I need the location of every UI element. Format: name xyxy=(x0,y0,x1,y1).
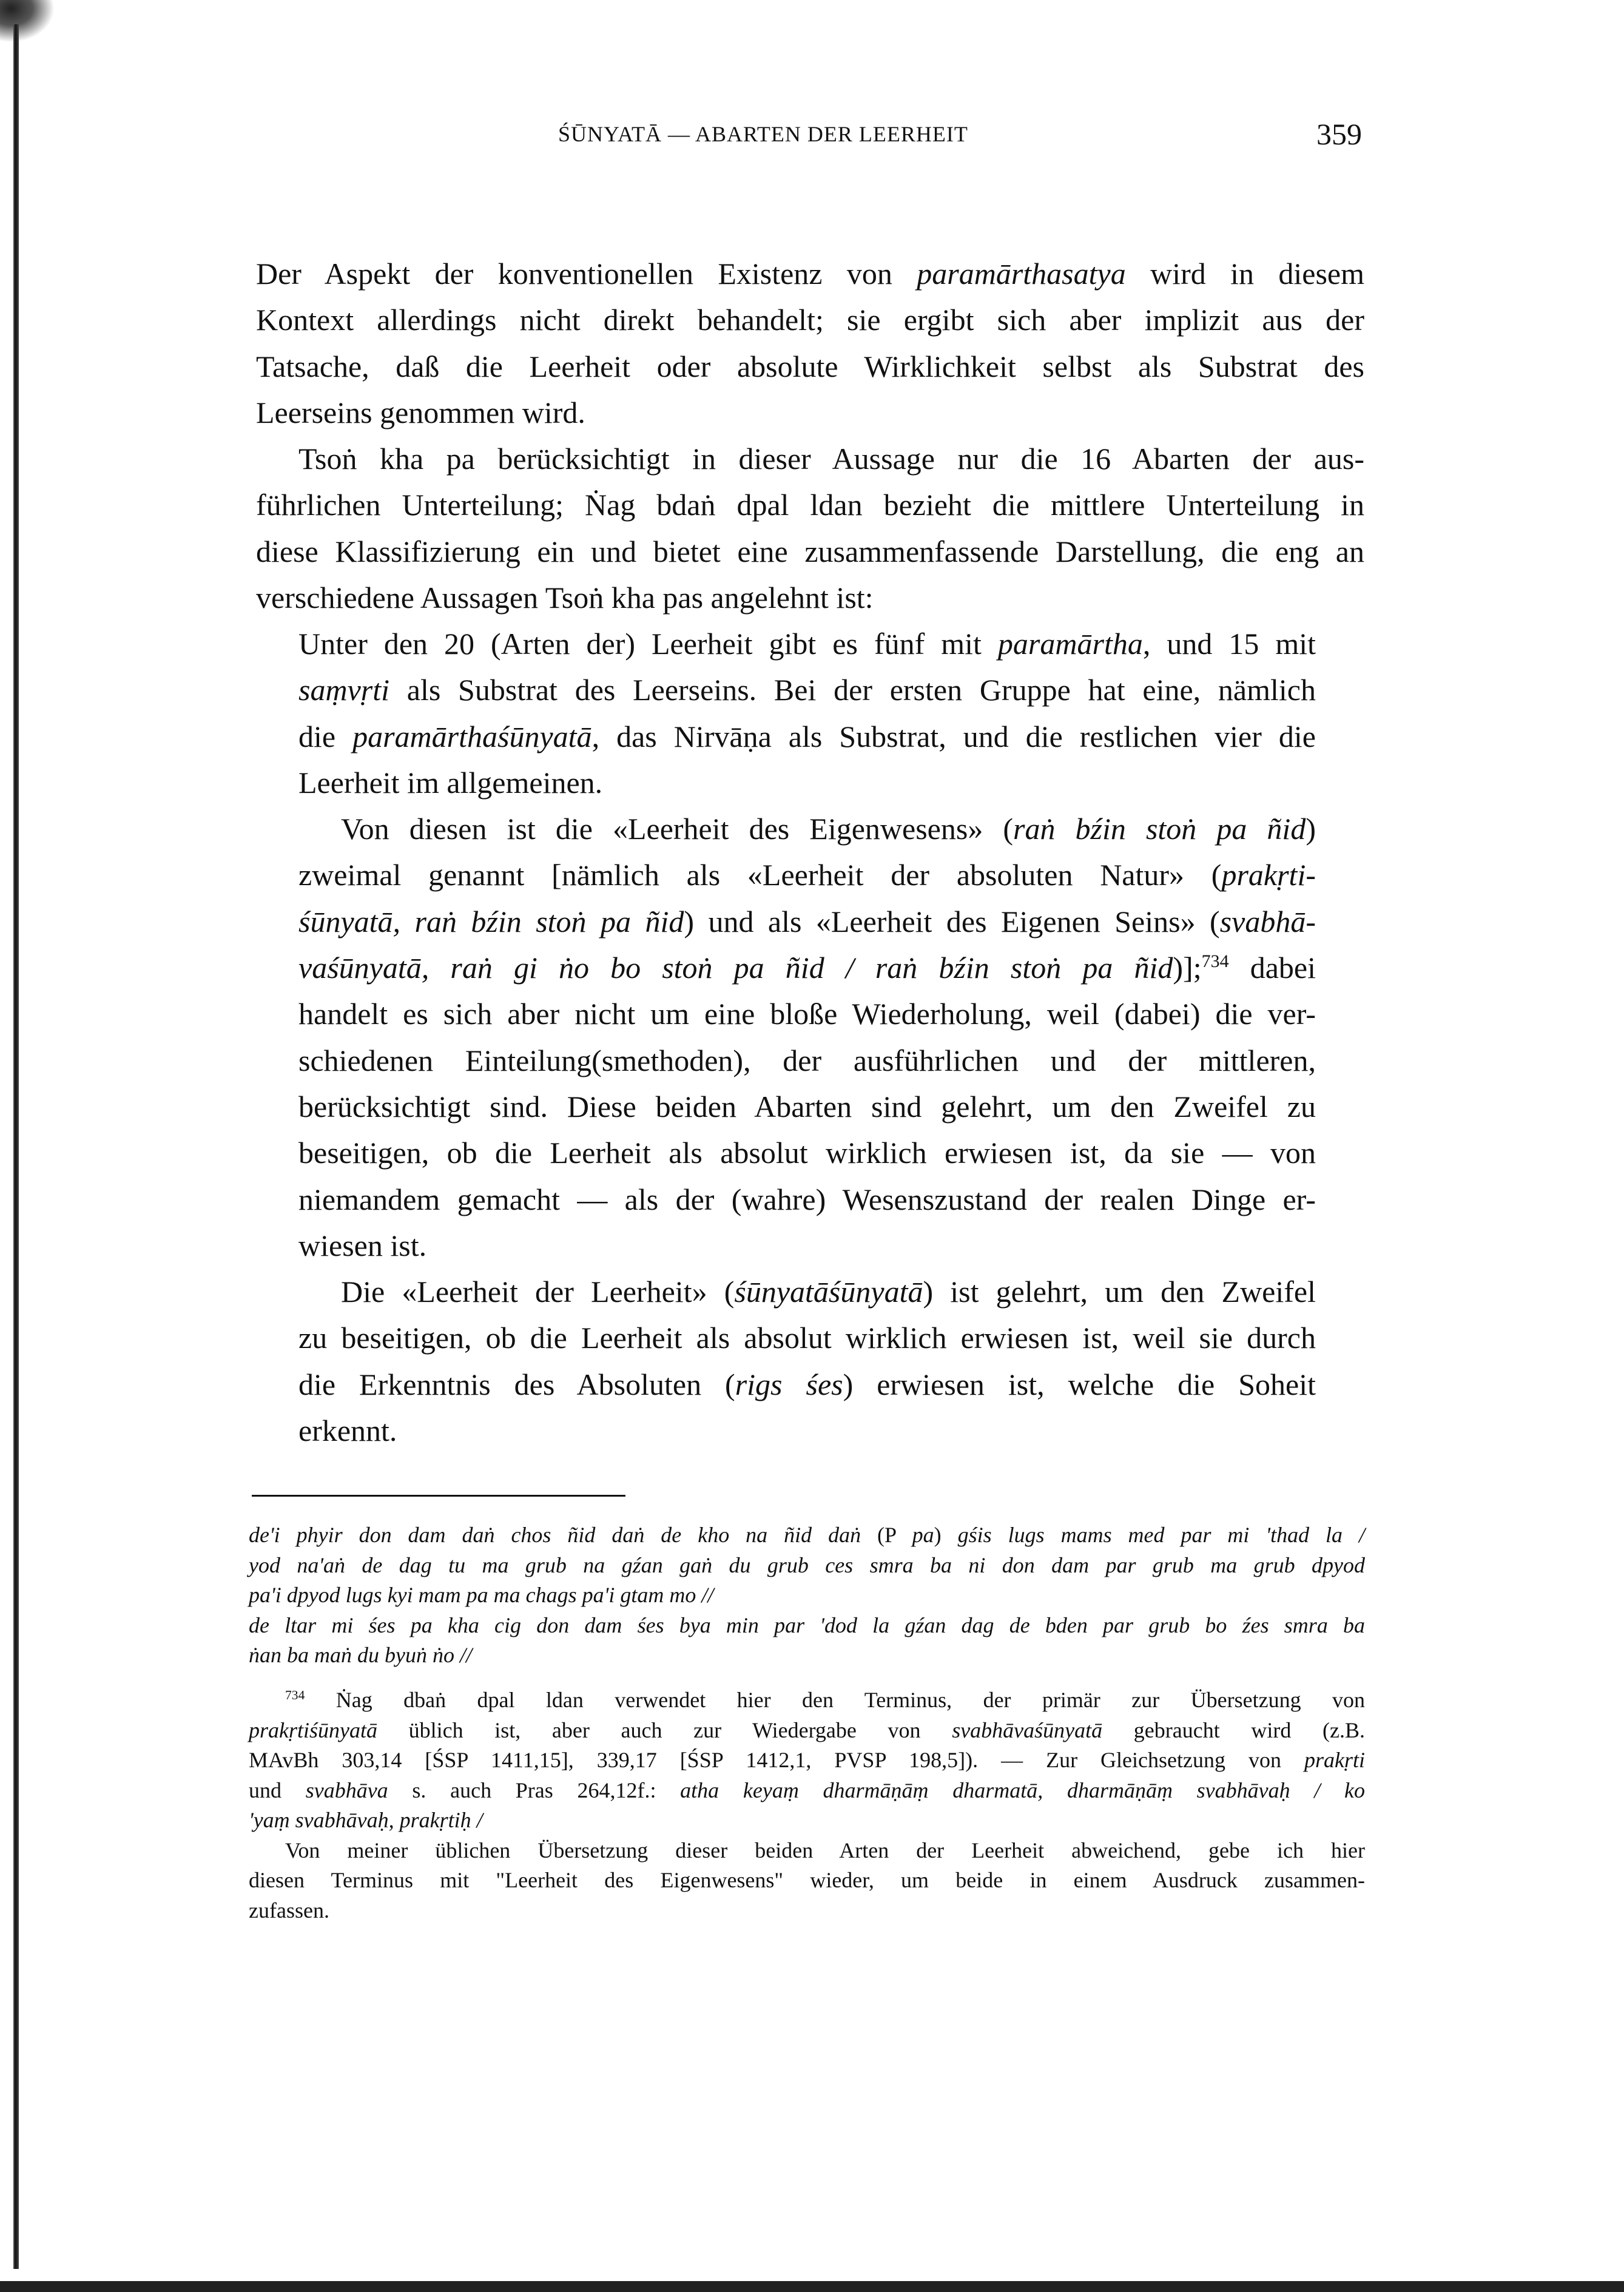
text-line xyxy=(256,297,1364,343)
text-run: berücksichtigt sind. Diese beiden Abarten sind gelehrt, um den Zweifel zu xyxy=(298,1089,1316,1124)
text-run: ) ist gelehrt, um den Zweifel xyxy=(923,1275,1316,1309)
italic-term: prakṛti- xyxy=(1221,858,1316,892)
text-line xyxy=(249,1685,1365,1716)
text-run: wiesen ist. xyxy=(298,1228,427,1262)
text-line xyxy=(256,251,1364,297)
text-run: , und 15 mit xyxy=(1142,627,1316,661)
italic-term: ṅan ba maṅ du byuṅ ṅo // xyxy=(249,1643,472,1667)
italic-term: svabhā- xyxy=(1219,904,1316,939)
text-run: gebraucht wird (z.B. xyxy=(1102,1717,1365,1742)
italic-term: śūnyatāśūnyatā xyxy=(734,1275,923,1309)
text-line xyxy=(298,898,1316,945)
text-run: Von diesen ist die «Leerheit des Eigenwesens» ( xyxy=(341,812,1014,846)
text-line xyxy=(249,1866,1365,1896)
text-run: ) und als «Leerheit des Eigenen Seins» ( xyxy=(684,904,1220,939)
italic-term: svabhāva xyxy=(305,1778,388,1802)
footnote-734 xyxy=(249,1685,1365,1926)
text-run: ) xyxy=(934,1523,958,1547)
paragraph xyxy=(249,1836,1365,1926)
text-run: verschiedene Aussagen Tsoṅ kha pas angelehnt ist: xyxy=(256,581,874,615)
text-run: Von meiner üblichen Übersetzung dieser beiden Arten der Leerheit abweichend, gebe ich hier xyxy=(285,1838,1365,1862)
page-number: 359 xyxy=(1316,117,1362,151)
text-run: dabei xyxy=(1228,951,1316,985)
page-header xyxy=(0,117,1624,158)
text-run: zweimal genannt [nämlich als «Leerheit der absoluten Natur» ( xyxy=(298,858,1222,892)
text-run: ) xyxy=(1306,812,1316,846)
italic-term: vaśūnyatā, raṅ gi ṅo bo stoṅ pa ñid / raṅ bźin stoṅ pa ñid xyxy=(298,951,1173,985)
text-line xyxy=(298,1176,1316,1222)
text-line xyxy=(298,1407,1316,1454)
text-run: Unter den 20 (Arten der) Leerheit gibt es fünf mit xyxy=(298,627,998,661)
italic-term: 'yaṃ svabhāvaḥ, prakṛtiḥ / xyxy=(249,1808,483,1832)
paragraph xyxy=(249,1611,1365,1671)
footnote-marker: 734 xyxy=(285,1688,305,1703)
text-run: und xyxy=(249,1778,306,1802)
footnote-continued xyxy=(249,1520,1365,1671)
text-run: erkennt. xyxy=(298,1414,397,1448)
italic-term: de'i phyir don dam daṅ chos ñid daṅ de kho na ñid daṅ xyxy=(249,1523,878,1547)
text-line xyxy=(249,1640,1365,1671)
text-run: wird in diesem xyxy=(1125,257,1365,291)
scan-binding-shadow xyxy=(0,0,55,42)
italic-term: pa'i dpyod lugs kyi mam pa ma chags pa'i gtam mo // xyxy=(249,1583,714,1607)
text-line xyxy=(249,1776,1365,1806)
text-line xyxy=(249,1805,1365,1836)
italic-term: raṅ bźin stoṅ pa ñid xyxy=(1013,812,1306,846)
italic-term: prakṛtiśūnyatā xyxy=(249,1717,377,1742)
text-line xyxy=(249,1551,1365,1581)
text-line xyxy=(256,482,1364,528)
text-run: üblich ist, aber auch zur Wiedergabe von xyxy=(377,1717,952,1742)
footnote-marker: 734 xyxy=(1201,951,1229,972)
text-line xyxy=(298,713,1316,760)
italic-term: saṃvṛti xyxy=(298,673,389,707)
text-line xyxy=(298,852,1316,898)
italic-term: rigs śes xyxy=(735,1367,843,1401)
text-line xyxy=(256,528,1364,575)
paragraph xyxy=(298,1269,1316,1454)
text-run: Leerheit im allgemeinen. xyxy=(298,765,603,800)
italic-term: atha keyaṃ dharmāṇāṃ dharmatā, dharmāṇāṃ svabhāvaḥ / ko xyxy=(680,1778,1366,1802)
italic-term: svabhāvaśūnyatā xyxy=(952,1717,1103,1742)
text-run: MAvBh 303,14 [ŚSP 1411,15], 339,17 [ŚSP 1412,1, PVSP 198,5]). — Zur Gleichsetzung von xyxy=(249,1748,1304,1772)
italic-term: yod na'aṅ de dag tu ma grub na gźan gaṅ du grub ces smra ba ni don dam par grub ma grub dpyod xyxy=(249,1552,1365,1577)
text-run: zu beseitigen, ob die Leerheit als absolut wirklich erwiesen ist, weil sie durch xyxy=(298,1321,1316,1355)
text-line xyxy=(298,621,1316,667)
text-line xyxy=(249,1580,1365,1611)
main-text xyxy=(256,251,1364,621)
italic-term: prakṛti xyxy=(1304,1748,1365,1772)
text-line xyxy=(256,389,1364,436)
scan-binding-edge xyxy=(13,24,19,2269)
paragraph xyxy=(298,806,1316,1269)
text-line xyxy=(298,760,1316,806)
text-run: als Substrat des Leerseins. Bei der ersten Gruppe hat eine, nämlich xyxy=(389,673,1316,707)
text-line xyxy=(298,1269,1316,1315)
text-line xyxy=(298,667,1316,713)
paragraph xyxy=(249,1520,1365,1611)
text-line xyxy=(298,1361,1316,1407)
text-run: niemandem gemacht — als der (wahre) Wesenszustand der realen Dinge er- xyxy=(298,1182,1316,1216)
text-line xyxy=(298,1037,1316,1084)
text-run: s. auch Pras 264,12f.: xyxy=(388,1778,681,1802)
text-run: diese Klassifizierung ein und bietet eine zusammenfassende Darstellung, die eng an xyxy=(256,534,1364,568)
text-line xyxy=(249,1745,1365,1776)
text-line xyxy=(256,575,1364,621)
text-run: Tatsache, daß die Leerheit oder absolute Wirklichkeit selbst als Substrat des xyxy=(256,349,1364,383)
block-quote xyxy=(298,621,1316,1454)
scan-bottom-edge xyxy=(0,2281,1624,2292)
text-run: beseitigen, ob die Leerheit als absolut wirklich erwiesen ist, da sie — von xyxy=(298,1136,1316,1170)
text-line xyxy=(298,806,1316,852)
text-run: führlichen Unterteilung; Ṅag bdaṅ dpal ldan bezieht die mittlere Unterteilung in xyxy=(256,488,1364,522)
text-run: Ṅag dbaṅ dpal ldan verwendet hier den Terminus, der primär zur Übersetzung von xyxy=(305,1688,1365,1712)
text-line xyxy=(249,1896,1365,1926)
paragraph xyxy=(298,621,1316,806)
text-run: Leerseins genommen wird. xyxy=(256,395,585,430)
italic-term: paramārthasatya xyxy=(917,257,1126,291)
text-line xyxy=(298,991,1316,1037)
text-line xyxy=(298,1130,1316,1176)
text-line xyxy=(256,436,1364,482)
text-line xyxy=(298,945,1316,991)
text-run: schiedenen Einteilung(smethoden), der ausführlichen und der mittleren, xyxy=(298,1043,1316,1077)
text-run: ) erwiesen ist, welche die Soheit xyxy=(843,1367,1316,1401)
text-run: die xyxy=(298,719,353,753)
text-line xyxy=(249,1716,1365,1746)
paragraph xyxy=(256,436,1364,621)
italic-term: śūnyatā, raṅ bźin stoṅ pa ñid xyxy=(298,904,684,939)
text-run: Kontext allerdings nicht direkt behandelt; sie ergibt sich aber implizit aus der xyxy=(256,303,1364,337)
text-line xyxy=(298,1315,1316,1361)
footnote-rule xyxy=(252,1495,625,1497)
text-run: Die «Leerheit der Leerheit» ( xyxy=(341,1275,735,1309)
paragraph xyxy=(256,251,1364,436)
italic-term: de ltar mi śes pa kha cig don dam śes bya min par 'dod la gźan dag de bden par grub bo źes smra ba xyxy=(249,1613,1365,1637)
text-line xyxy=(256,343,1364,389)
text-line xyxy=(298,1084,1316,1130)
text-line xyxy=(249,1836,1365,1866)
italic-term: gśis lugs mams med par mi 'thad la / xyxy=(957,1523,1365,1547)
text-run: handelt es sich aber nicht um eine bloße Wiederholung, weil (dabei) die ver- xyxy=(298,997,1316,1031)
text-line xyxy=(249,1611,1365,1641)
text-line xyxy=(249,1520,1365,1551)
text-run: , das Nirvāṇa als Substrat, und die restlichen vier die xyxy=(591,719,1316,753)
text-run: )]; xyxy=(1173,951,1202,985)
italic-term: paramārthaśūnyatā xyxy=(352,719,592,753)
text-run: diesen Terminus mit "Leerheit des Eigenwesens" wieder, um beide in einem Ausdruck zusammen- xyxy=(249,1868,1365,1892)
text-run: (P xyxy=(877,1523,912,1547)
paragraph xyxy=(249,1685,1365,1836)
text-line xyxy=(298,1222,1316,1269)
text-run: Tsoṅ kha pa berücksichtigt in dieser Aussage nur die 16 Abarten der aus- xyxy=(298,442,1364,476)
italic-term: paramārtha xyxy=(997,627,1143,661)
text-run: die Erkenntnis des Absoluten ( xyxy=(298,1367,735,1401)
text-run: Der Aspekt der konventionellen Existenz von xyxy=(256,257,917,291)
running-title: ŚŪNYATĀ — ABARTEN DER LEERHEIT xyxy=(558,122,968,146)
italic-term: pa xyxy=(912,1523,934,1547)
text-run: zufassen. xyxy=(249,1898,329,1923)
